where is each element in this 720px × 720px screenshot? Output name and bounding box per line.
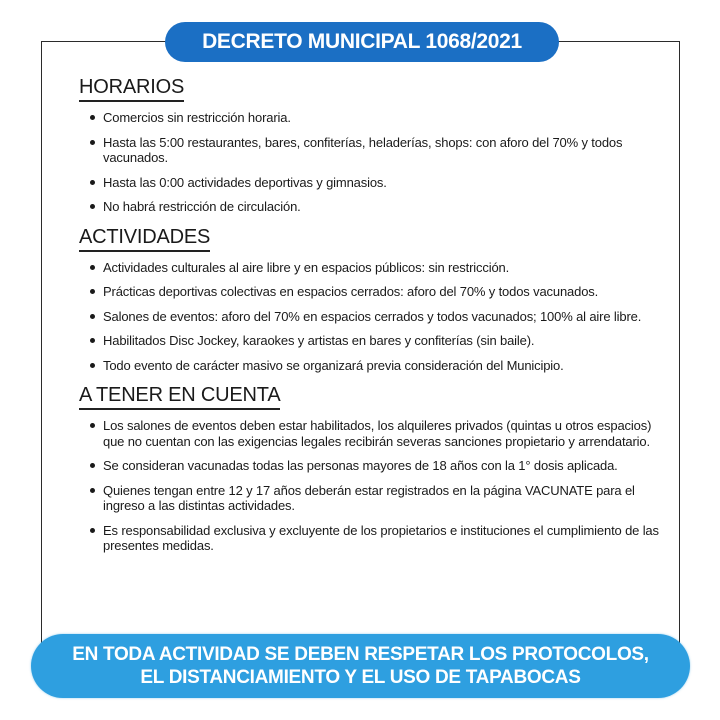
decree-content xyxy=(79,74,659,563)
section-actividades xyxy=(79,224,659,374)
list-item: Salones de eventos: aforo del 70% en espacios cerrados y todos vacunados; 100% al aire libre. xyxy=(79,309,659,325)
list-item: Comercios sin restricción horaria. xyxy=(79,110,659,126)
bullet-icon xyxy=(90,363,95,368)
list-item: Habilitados Disc Jockey, karaokes y artistas en bares y confiterías (sin baile). xyxy=(79,333,659,349)
list-item: Es responsabilidad exclusiva y excluyente de los propietarios e instituciones el cumplimiento de las presentes medidas. xyxy=(79,523,659,554)
bullet-icon xyxy=(90,289,95,294)
bullet-icon xyxy=(90,423,95,428)
section-heading: HORARIOS xyxy=(79,74,184,102)
bullet-icon xyxy=(90,180,95,185)
list-item: Los salones de eventos deben estar habilitados, los alquileres privados (quintas u otros espacios) que no cuentan con las exigencias legales recibirán severas sanciones propietario y arrendatario. xyxy=(79,418,659,449)
list-item: Actividades culturales al aire libre y en espacios públicos: sin restricción. xyxy=(79,260,659,276)
list-item: Hasta las 5:00 restaurantes, bares, confiterías, heladerías, shops: con aforo del 70% y todos vacunados. xyxy=(79,135,659,166)
bullet-icon xyxy=(90,314,95,319)
section-heading: ACTIVIDADES xyxy=(79,224,210,252)
list-item: Se consideran vacunadas todas las personas mayores de 18 años con la 1° dosis aplicada. xyxy=(79,458,659,474)
bullet-icon xyxy=(90,488,95,493)
footer-line-2: EL DISTANCIAMIENTO Y EL USO DE TAPABOCAS xyxy=(140,667,581,688)
bullet-icon xyxy=(90,140,95,145)
footer-line-1: EN TODA ACTIVIDAD SE DEBEN RESPETAR LOS PROTOCOLOS, xyxy=(72,644,649,665)
bullet-icon xyxy=(90,204,95,209)
bullet-list xyxy=(79,260,659,374)
bullet-icon xyxy=(90,463,95,468)
list-item: Todo evento de carácter masivo se organizará previa consideración del Municipio. xyxy=(79,358,659,374)
bullet-icon xyxy=(90,338,95,343)
list-item: Hasta las 0:00 actividades deportivas y gimnasios. xyxy=(79,175,659,191)
footer-banner xyxy=(31,634,690,698)
title-text: DECRETO MUNICIPAL 1068/2021 xyxy=(202,30,522,53)
bullet-icon xyxy=(90,115,95,120)
list-item: Prácticas deportivas colectivas en espacios cerrados: aforo del 70% y todos vacunados. xyxy=(79,284,659,300)
bullet-icon xyxy=(90,528,95,533)
section-a-tener-en-cuenta xyxy=(79,382,659,554)
bullet-list xyxy=(79,418,659,554)
section-horarios xyxy=(79,74,659,215)
list-item: No habrá restricción de circulación. xyxy=(79,199,659,215)
list-item: Quienes tengan entre 12 y 17 años deberán estar registrados en la página VACUNATE para el ingreso a las distintas actividades. xyxy=(79,483,659,514)
bullet-list xyxy=(79,110,659,215)
bullet-icon xyxy=(90,265,95,270)
page-title xyxy=(165,22,559,62)
section-heading: A TENER EN CUENTA xyxy=(79,382,280,410)
